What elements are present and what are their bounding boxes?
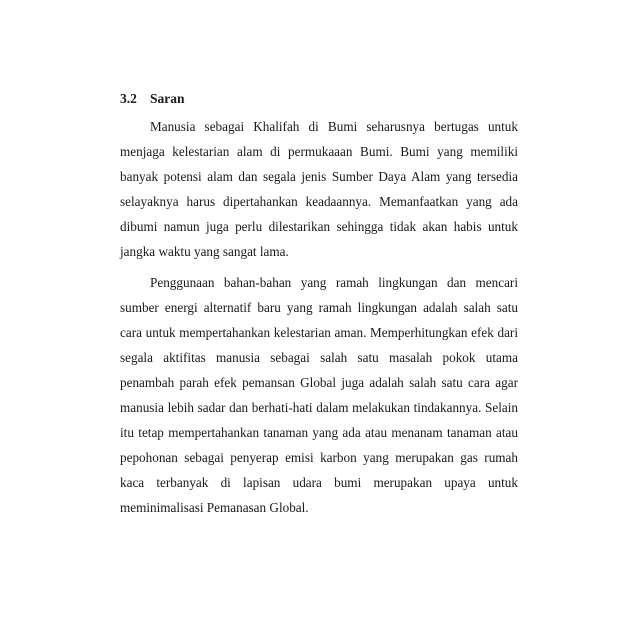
section-title: Saran xyxy=(150,91,185,106)
section-number: 3.2 xyxy=(120,91,137,106)
paragraph-1: Manusia sebagai Khalifah di Bumi seharusnya bertugas untuk menjaga kelestarian alam di permukaaan Bumi. Bumi yang memiliki banyak potensi alam dan segala jenis Sumber Daya Alam yang tersedia selayaknya harus dipertahankan keadaannya. Memanfaatkan yang ada dibumi namun juga perlu dilestarikan sehingga tidak akan habis untuk jangka waktu yang sangat lama. xyxy=(120,119,518,259)
section-heading xyxy=(120,90,518,108)
paragraph-2: Penggunaan bahan-bahan yang ramah lingkungan dan mencari sumber energi alternatif baru yang ramah lingkungan adalah salah satu cara untuk mempertahankan kelestarian aman. Memperhitungkan efek dari segala aktifitas manusia sebagai salah satu masalah pokok utama penambah parah efek pemansan Global juga adalah salah satu cara agar manusia lebih sadar dan berhati-hati dalam melakukan tindakannya. Selain itu tetap mempertahankan tanaman yang ada atau menanam tanaman atau pepohonan sebagai penyerap emisi karbon yang merupakan gas rumah kaca terbanyak di lapisan udara bumi merupakan upaya untuk meminimalisasi Pemanasan Global. xyxy=(120,275,518,515)
document-content xyxy=(120,90,518,526)
